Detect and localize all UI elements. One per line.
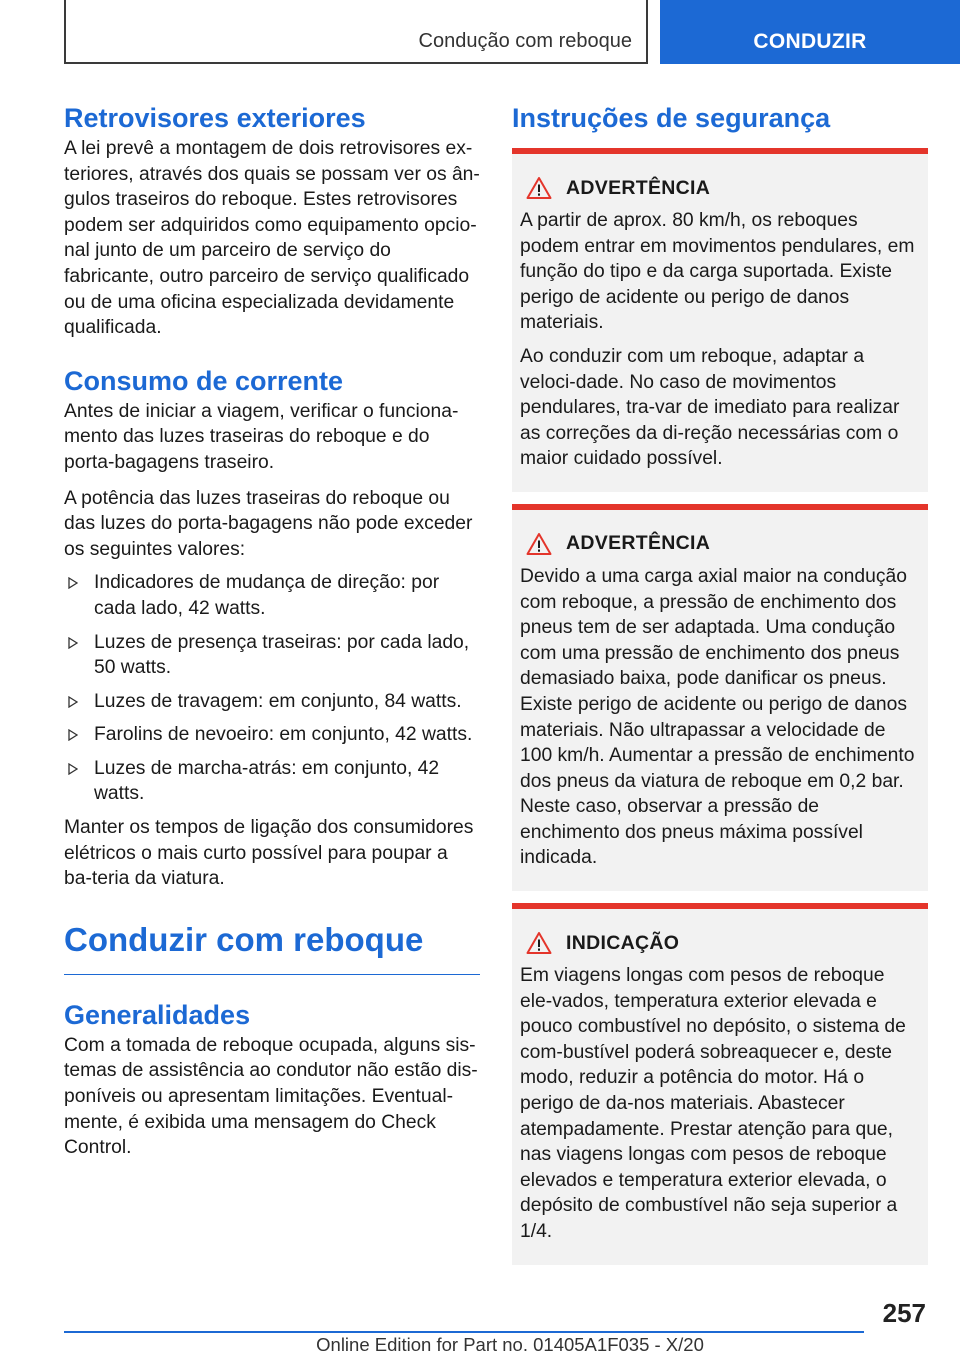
list-item [64, 722, 480, 748]
warning-triangle-icon [526, 532, 552, 556]
list-item [64, 630, 480, 681]
left-column [64, 100, 480, 1161]
triangle-bullet-icon [68, 637, 78, 649]
header-section-box [64, 0, 648, 64]
notice-text: Em viagens longas com pesos de reboque ele-vados, temperatura exterior elevada e pouco combustível no depósito, o sistema de com-bustível poderá sobreaquecer e, deste modo, reduzir a potência do motor. Há o perigo de da-nos materiais. Abastecer atempadamente. Prestar atenção para que, nas viagens longas com pesos de reboque elevados e temperatura exterior elevada, o depósito de combustível não seja superior a 1/4. [520, 965, 906, 1242]
warning-text: A partir de aprox. 80 km/h, os reboques podem entrar em movimentos pendulares, em função do tipo e da carga suportada. Existe perigo de acidente ou perigo de danos materiais. [520, 210, 915, 334]
bullet-text: Luzes de presença traseiras: por cada lado, 50 watts. [94, 631, 470, 679]
triangle-bullet-icon [68, 763, 78, 775]
chapter-heading-wrap [64, 918, 480, 975]
paragraph-consumo-1: Antes de iniciar a viagem, verificar o funciona-mento das luzes traseiras do reboque e do porta-bagagens traseiro. [64, 400, 459, 473]
heading-conduzir-com-reboque: Conduzir com reboque [64, 920, 424, 958]
header-chapter-tab: CONDUZIR [660, 0, 960, 64]
warning-text: Devido a uma carga axial maior na condução com reboque, a pressão de enchimento dos pneus tem de ser adaptada. Uma condução com uma pressão de enchimento dos pneus demasiado baixa, pode danificar os pneus. Existe perigo de acidente ou perigo de danos materiais. Não ultrapassar a velocidade de 100 km/h. Aumentar a pressão de enchimento dos pneus da viatura de reboque em 0,2 bar. Neste caso, observar a pressão de enchimento dos pneus máxima possível indicada. [520, 565, 915, 869]
triangle-bullet-icon [68, 577, 78, 589]
heading-instrucoes-seguranca: Instruções de segurança [512, 103, 831, 133]
paragraph-consumo-3: Manter os tempos de ligação dos consumidores elétricos o mais curto possível para poupar a ba-teria da viatura. [64, 817, 474, 890]
footer-edition-text: Online Edition for Part no. 01405A1F035 - X/20 [316, 1334, 704, 1355]
triangle-bullet-icon [68, 729, 78, 741]
right-column [512, 100, 928, 1265]
warning-triangle-icon [526, 176, 552, 200]
heading-retrovisores: Retrovisores exteriores [64, 103, 366, 133]
bullet-text: Luzes de travagem: em conjunto, 84 watts. [94, 690, 462, 712]
bullet-text: Farolins de nevoeiro: em conjunto, 42 watts. [94, 724, 473, 746]
heading-consumo: Consumo de corrente [64, 365, 344, 396]
warning-label: ADVERTÊNCIA [566, 176, 711, 199]
page-number: 257 [882, 1298, 926, 1328]
bullet-text: Indicadores de mudança de direção: por cada lado, 42 watts. [94, 572, 440, 619]
warning-header [520, 176, 920, 200]
warning-text: Ao conduzir com um reboque, adaptar a veloci-dade. No caso de movimentos pendulares, tra-var de imediato para realizar as correções da di-reção necessárias com o maior cuidado possível. [520, 345, 900, 470]
notice-label: INDICAÇÃO [566, 931, 680, 954]
warning-box [512, 504, 928, 891]
notice-box [512, 903, 928, 1265]
warning-triangle-icon [526, 931, 552, 955]
notice-header [520, 931, 920, 955]
footer-edition [0, 1334, 960, 1356]
paragraph-consumo-2: A potência das luzes traseiras do reboque ou das luzes do porta-bagagens não pode exceder os seguintes valores: [64, 487, 473, 560]
list-item [64, 570, 480, 621]
heading-generalidades: Generalidades [64, 999, 251, 1030]
bullet-text: Luzes de marcha-atrás: em conjunto, 42 watts. [94, 757, 440, 805]
paragraph-retrovisores: A lei prevê a montagem de dois retrovisores ex-teriores, através dos quais se possam ver os ân-gulos traseiros do reboque. Estes retrovisores podem ser adquiridos como equipamento opcio-nal junto de um parceiro de serviço do fabricante, outro parceiro de serviço qualificado ou de uma oficina especializada devidamente qualificada. [64, 138, 480, 339]
list-item [64, 756, 480, 807]
consumo-bullet-list [64, 570, 480, 807]
header-section-title: Condução com reboque [418, 30, 632, 52]
footer-divider [64, 1331, 864, 1333]
warning-label: ADVERTÊNCIA [566, 532, 711, 555]
triangle-bullet-icon [68, 696, 78, 708]
paragraph-generalidades: Com a tomada de reboque ocupada, alguns sis-temas de assistência ao condutor não estão dis-poníveis ou apresentam limitações. Eventual-mente, é exibida uma mensagem do Check Control. [64, 1034, 478, 1159]
list-item [64, 689, 480, 715]
warning-box [512, 148, 928, 492]
warning-header [520, 532, 920, 556]
